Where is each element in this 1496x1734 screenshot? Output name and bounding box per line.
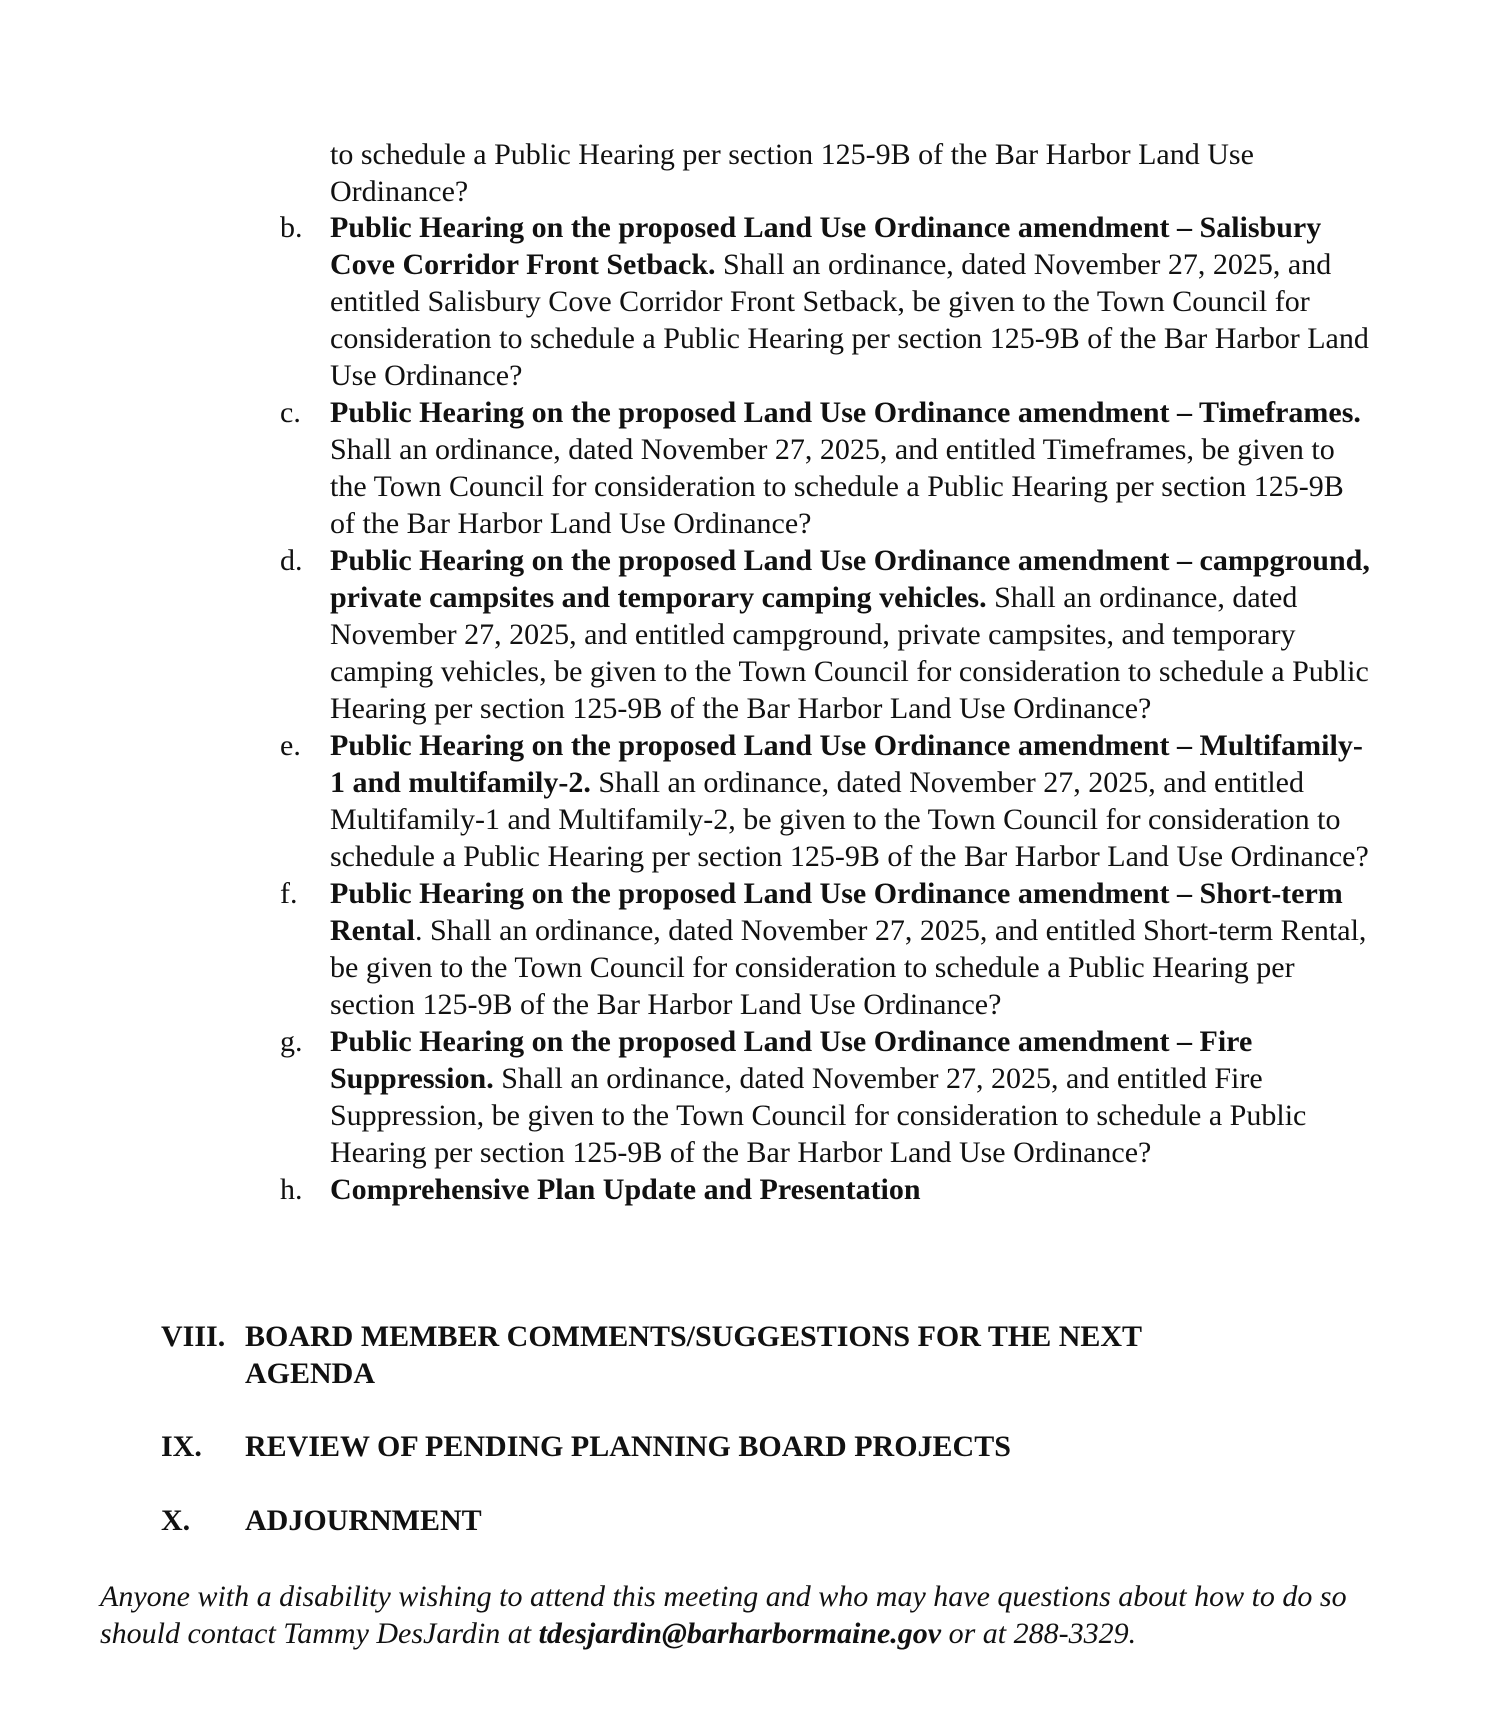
contact-email: tdesjardin@barharbormaine.gov: [538, 1617, 942, 1650]
agenda-sub-items: [280, 209, 1380, 1208]
item-body: Shall an ordinance, dated November 27, 2025, and entitled Fire Suppression, be given to the Town Council for consideration to schedule a Public Hearing per section 125-9B of the Bar Harbor Land Use Ordinance?: [330, 1062, 1307, 1169]
section-ix: [161, 1428, 1361, 1465]
item-heading: Public Hearing on the proposed Land Use Ordinance amendment – Fire Suppression.: [330, 1025, 1253, 1095]
continued-item-text: to schedule a Public Hearing per section 125-9B of the Bar Harbor Land Use Ordinance?: [330, 138, 1254, 208]
item-text: [330, 1023, 1370, 1171]
item-heading: Comprehensive Plan Update and Presentation: [330, 1173, 921, 1206]
notice-text-end: or at 288-3329.: [941, 1617, 1137, 1650]
item-body: . Shall an ordinance, dated November 27, 2025, and entitled Short-term Rental, be given to the Town Council for consideration to schedule a Public Hearing per section 125-9B of the Bar Harbor Land Use Ordinance?: [330, 914, 1367, 1021]
agenda-item-g: [280, 1023, 1380, 1171]
item-text: [330, 542, 1370, 727]
item-heading: Public Hearing on the proposed Land Use Ordinance amendment – Multifamily-1 and multifamily-2.: [330, 729, 1363, 799]
item-letter: b.: [280, 211, 303, 244]
item-body: Shall an ordinance, dated November 27, 2025, and entitled Multifamily-1 and Multifamily-2, be given to the Town Council for consideration to schedule a Public Hearing per section 125-9B of the Bar Harbor Land Use Ordinance?: [330, 766, 1369, 873]
item-body: Shall an ordinance, dated November 27, 2025, and entitled Salisbury Cove Corridor Front Setback, be given to the Town Council for consideration to schedule a Public Hearing per section 125-9B of the Bar Harbor Land Use Ordinance?: [330, 248, 1369, 392]
section-title: BOARD MEMBER COMMENTS/SUGGESTIONS FOR THE NEXT AGENDA: [245, 1320, 1142, 1390]
agenda-item-f: [280, 875, 1380, 1023]
section-title: ADJOURNMENT: [245, 1504, 482, 1537]
item-body: Shall an ordinance, dated November 27, 2025, and entitled Timeframes, be given to the Town Council for consideration to schedule a Public Hearing per section 125-9B of the Bar Harbor Land Use Ordinance?: [330, 433, 1344, 540]
item-heading: Public Hearing on the proposed Land Use Ordinance amendment – Timeframes.: [330, 396, 1361, 429]
item-text: [330, 875, 1370, 1023]
agenda-item-c: [280, 394, 1380, 542]
item-heading: Public Hearing on the proposed Land Use Ordinance amendment – campground, private campsites and temporary camping vehicles.: [330, 544, 1370, 614]
agenda-item-e: [280, 727, 1380, 875]
section-x: [161, 1502, 1361, 1539]
item-letter: h.: [280, 1173, 303, 1206]
agenda-item-h: [280, 1171, 1380, 1208]
section-title: REVIEW OF PENDING PLANNING BOARD PROJECTS: [245, 1430, 1011, 1463]
section-numeral: IX.: [161, 1430, 202, 1463]
item-body: Shall an ordinance, dated November 27, 2025, and entitled campground, private campsites, and temporary camping vehicles, be given to the Town Council for consideration to schedule a Public Hearing per section 125-9B of the Bar Harbor Land Use Ordinance?: [330, 581, 1369, 725]
item-heading: Public Hearing on the proposed Land Use Ordinance amendment – Short-term Rental: [330, 877, 1343, 947]
section-viii: [161, 1318, 1361, 1392]
accessibility-notice: [100, 1578, 1400, 1652]
item-text: [330, 727, 1370, 875]
item-letter: f.: [280, 877, 298, 910]
agenda-item-d: [280, 542, 1380, 727]
agenda-item-b: [280, 209, 1380, 394]
notice-text: Anyone with a disability wishing to attend this meeting and who may have questions about how to do so should contact Tammy DesJardin at: [100, 1580, 1347, 1650]
item-text: [330, 209, 1370, 394]
section-numeral: X.: [161, 1504, 191, 1537]
item-letter: e.: [280, 729, 301, 762]
item-heading: Public Hearing on the proposed Land Use Ordinance amendment – Salisbury Cove Corridor Front Setback.: [330, 211, 1322, 281]
item-letter: d.: [280, 544, 303, 577]
item-letter: c.: [280, 396, 301, 429]
item-letter: g.: [280, 1025, 303, 1058]
item-text: [330, 1171, 1370, 1208]
section-numeral: VIII.: [161, 1320, 226, 1353]
item-text: [330, 394, 1370, 542]
